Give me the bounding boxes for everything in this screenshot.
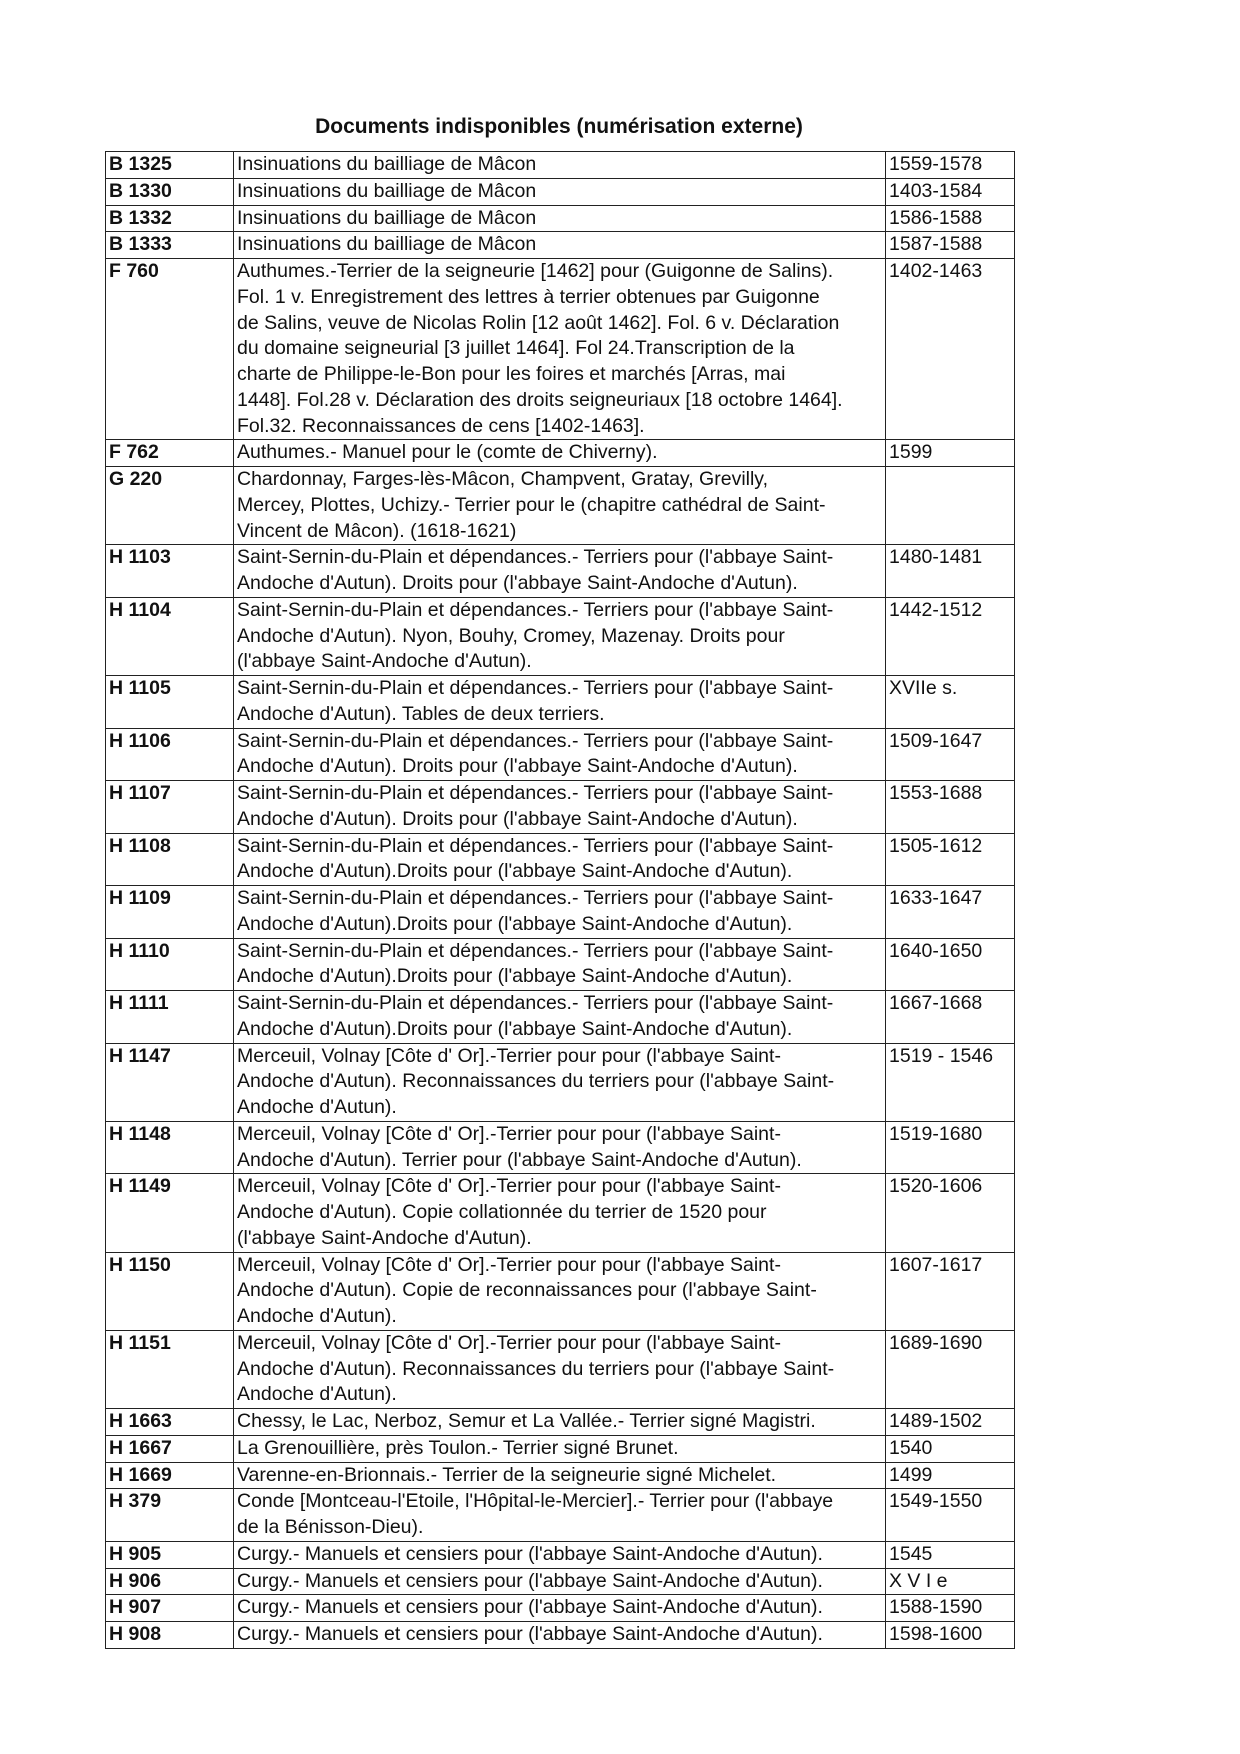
dates-cell: 1667-1668	[886, 991, 1015, 1044]
description-line: Andoche d'Autun). Droits pour (l'abbaye Saint-Andoche d'Autun).	[237, 807, 798, 830]
dates-cell: 1640-1650	[886, 938, 1015, 991]
description-cell	[234, 1541, 886, 1568]
cote-cell: H 1663	[106, 1409, 234, 1436]
cote-cell: F 760	[106, 259, 234, 440]
cote-cell: F 762	[106, 440, 234, 467]
dates-cell: 1519 - 1546	[886, 1043, 1015, 1121]
description-line: 1448]. Fol.28 v. Déclaration des droits seigneuriaux [18 octobre 1464].	[237, 388, 843, 411]
description-line: Andoche d'Autun). Droits pour (l'abbaye Saint-Andoche d'Autun).	[237, 572, 798, 594]
table-row	[106, 1435, 1015, 1462]
description-line: Authumes.- Manuel pour le (comte de Chiverny).	[237, 441, 658, 464]
cote-cell: B 1333	[106, 232, 234, 259]
description-line: Andoche d'Autun). Droits pour (l'abbaye Saint-Andoche d'Autun).	[237, 755, 798, 778]
dates-cell: 1599	[886, 440, 1015, 467]
cote-cell: H 1109	[106, 886, 234, 939]
table-row	[106, 152, 1015, 179]
cote-cell: H 1108	[106, 833, 234, 886]
description-line: charte de Philippe-le-Bon pour les foires et marchés [Arras, mai	[237, 363, 786, 385]
description-line: Saint-Sernin-du-Plain et dépendances.- Terriers pour (l'abbaye Saint-	[237, 598, 834, 621]
description-cell	[234, 1595, 886, 1622]
dates-cell: 1588-1590	[886, 1595, 1015, 1622]
description-line: Saint-Sernin-du-Plain et dépendances.- Terriers pour (l'abbaye Saint-	[237, 729, 834, 752]
description-cell	[234, 676, 886, 729]
description-line: Saint-Sernin-du-Plain et dépendances.- Terriers pour (l'abbaye Saint-	[237, 887, 834, 909]
description-line: du domaine seigneurial [3 juillet 1464]. Fol 24.Transcription de la	[237, 337, 795, 360]
description-line: Saint-Sernin-du-Plain et dépendances.- Terriers pour (l'abbaye Saint-	[237, 992, 834, 1014]
description-cell	[234, 259, 886, 440]
description-line: Andoche d'Autun).Droits pour (l'abbaye Saint-Andoche d'Autun).	[237, 912, 793, 935]
table-row	[106, 467, 1015, 545]
description-line: (l'abbaye Saint-Andoche d'Autun).	[237, 1226, 532, 1249]
table-row	[106, 205, 1015, 232]
cote-cell: H 1110	[106, 938, 234, 991]
description-line: Saint-Sernin-du-Plain et dépendances.- Terriers pour (l'abbaye Saint-	[237, 782, 834, 804]
cote-cell: H 1147	[106, 1043, 234, 1121]
description-line: Authumes.-Terrier de la seigneurie [1462] pour (Guigonne de Salins).	[237, 260, 834, 282]
table-row	[106, 1462, 1015, 1489]
description-line: Insinuations du bailliage de Mâcon	[237, 179, 537, 202]
document-title: Documents indisponibles (numérisation externe)	[315, 115, 803, 138]
description-cell	[234, 1409, 886, 1436]
description-cell	[234, 991, 886, 1044]
description-line: Saint-Sernin-du-Plain et dépendances.- Terriers pour (l'abbaye Saint-	[237, 939, 834, 962]
cote-cell: H 907	[106, 1595, 234, 1622]
cote-cell: H 905	[106, 1541, 234, 1568]
description-line: Saint-Sernin-du-Plain et dépendances.- Terriers pour (l'abbaye Saint-	[237, 834, 834, 857]
dates-cell: 1442-1512	[886, 597, 1015, 675]
description-line: Merceuil, Volnay [Côte d' Or].-Terrier pour pour (l'abbaye Saint-	[237, 1122, 781, 1145]
dates-cell: XVIIe s.	[886, 676, 1015, 729]
dates-cell: 1559-1578	[886, 152, 1015, 179]
description-line: Insinuations du bailliage de Mâcon	[237, 206, 537, 229]
description-cell	[234, 178, 886, 205]
description-line: Chessy, le Lac, Nerboz, Semur et La Vallée.- Terrier signé Magistri.	[237, 1410, 816, 1432]
description-line: Andoche d'Autun).	[237, 1096, 397, 1118]
description-line: Merceuil, Volnay [Côte d' Or].-Terrier pour pour (l'abbaye Saint-	[237, 1253, 781, 1276]
description-line: Andoche d'Autun). Copie collationnée du terrier de 1520 pour	[237, 1201, 767, 1223]
dates-cell: 1520-1606	[886, 1174, 1015, 1252]
description-line: Curgy.- Manuels et censiers pour (l'abbaye Saint-Andoche d'Autun).	[237, 1596, 823, 1619]
description-line: Andoche d'Autun).Droits pour (l'abbaye Saint-Andoche d'Autun).	[237, 860, 793, 883]
cote-cell: B 1325	[106, 152, 234, 179]
description-cell	[234, 1489, 886, 1542]
dates-cell: 1480-1481	[886, 545, 1015, 598]
description-cell	[234, 440, 886, 467]
dates-cell: 1519-1680	[886, 1121, 1015, 1174]
table-row	[106, 1595, 1015, 1622]
description-line: Merceuil, Volnay [Côte d' Or].-Terrier pour pour (l'abbaye Saint-	[237, 1044, 781, 1067]
table-row	[106, 1409, 1015, 1436]
table-row	[106, 597, 1015, 675]
table-row	[106, 781, 1015, 834]
dates-cell: 1545	[886, 1541, 1015, 1568]
table-row	[106, 1174, 1015, 1252]
description-line: La Grenouillière, près Toulon.- Terrier signé Brunet.	[237, 1436, 679, 1459]
description-line: de la Bénisson-Dieu).	[237, 1516, 424, 1538]
cote-cell: H 1150	[106, 1252, 234, 1330]
cote-cell: H 1103	[106, 545, 234, 598]
dates-cell: 1402-1463	[886, 259, 1015, 440]
description-line: Curgy.- Manuels et censiers pour (l'abbaye Saint-Andoche d'Autun).	[237, 1623, 823, 1645]
cote-cell: H 1106	[106, 728, 234, 781]
dates-cell: X V I e	[886, 1568, 1015, 1595]
documents-table-body	[106, 152, 1015, 1649]
description-line: Merceuil, Volnay [Côte d' Or].-Terrier pour pour (l'abbaye Saint-	[237, 1331, 781, 1354]
description-line: Conde [Montceau-l'Etoile, l'Hôpital-le-Mercier].- Terrier pour (l'abbaye	[237, 1490, 834, 1513]
description-cell	[234, 781, 886, 834]
description-line: Fol. 1 v. Enregistrement des lettres à terrier obtenues par Guigonne	[237, 285, 820, 308]
table-row	[106, 886, 1015, 939]
table-row	[106, 1330, 1015, 1408]
dates-cell: 1607-1617	[886, 1252, 1015, 1330]
cote-cell: H 1148	[106, 1121, 234, 1174]
cote-cell: H 1667	[106, 1435, 234, 1462]
dates-cell	[886, 467, 1015, 545]
cote-cell: H 1105	[106, 676, 234, 729]
table-row	[106, 259, 1015, 440]
table-row	[106, 440, 1015, 467]
table-row	[106, 1541, 1015, 1568]
description-line: Andoche d'Autun).Droits pour (l'abbaye Saint-Andoche d'Autun).	[237, 1017, 793, 1040]
dates-cell: 1598-1600	[886, 1622, 1015, 1649]
cote-cell: H 1104	[106, 597, 234, 675]
table-row	[106, 232, 1015, 259]
description-line: Andoche d'Autun). Copie de reconnaissances pour (l'abbaye Saint-	[237, 1279, 817, 1302]
dates-cell: 1505-1612	[886, 833, 1015, 886]
description-line: Mercey, Plottes, Uchizy.- Terrier pour le (chapitre cathédral de Saint-	[237, 493, 826, 516]
description-line: Insinuations du bailliage de Mâcon	[237, 233, 537, 256]
cote-cell: H 1669	[106, 1462, 234, 1489]
dates-cell: 1587-1588	[886, 232, 1015, 259]
description-cell	[234, 1174, 886, 1252]
table-row	[106, 1121, 1015, 1174]
description-line: Andoche d'Autun). Tables de deux terriers.	[237, 702, 605, 725]
cote-cell: B 1330	[106, 178, 234, 205]
table-row	[106, 1252, 1015, 1330]
dates-cell: 1489-1502	[886, 1409, 1015, 1436]
description-cell	[234, 1435, 886, 1462]
description-cell	[234, 1121, 886, 1174]
table-row	[106, 545, 1015, 598]
description-line: (l'abbaye Saint-Andoche d'Autun).	[237, 650, 532, 673]
table-row	[106, 1043, 1015, 1121]
description-line: Fol.32. Reconnaissances de cens [1402-1463].	[237, 414, 645, 437]
table-row	[106, 1568, 1015, 1595]
dates-cell: 1586-1588	[886, 205, 1015, 232]
description-cell	[234, 1252, 886, 1330]
cote-cell: H 1151	[106, 1330, 234, 1408]
description-line: Andoche d'Autun).	[237, 1383, 397, 1406]
cote-cell: H 1107	[106, 781, 234, 834]
description-line: Vincent de Mâcon). (1618-1621)	[237, 519, 517, 542]
description-line: Merceuil, Volnay [Côte d' Or].-Terrier pour pour (l'abbaye Saint-	[237, 1175, 781, 1198]
table-row	[106, 833, 1015, 886]
description-cell	[234, 545, 886, 598]
description-cell	[234, 205, 886, 232]
table-row	[106, 676, 1015, 729]
table-row	[106, 178, 1015, 205]
description-line: Saint-Sernin-du-Plain et dépendances.- Terriers pour (l'abbaye Saint-	[237, 677, 834, 699]
description-cell	[234, 938, 886, 991]
description-cell	[234, 152, 886, 179]
table-row	[106, 938, 1015, 991]
description-line: Andoche d'Autun).Droits pour (l'abbaye Saint-Andoche d'Autun).	[237, 965, 793, 988]
dates-cell: 1509-1647	[886, 728, 1015, 781]
description-cell	[234, 232, 886, 259]
cote-cell: H 1149	[106, 1174, 234, 1252]
cote-cell: H 379	[106, 1489, 234, 1542]
table-row	[106, 728, 1015, 781]
dates-cell: 1540	[886, 1435, 1015, 1462]
table-row	[106, 991, 1015, 1044]
description-line: Curgy.- Manuels et censiers pour (l'abbaye Saint-Andoche d'Autun).	[237, 1569, 823, 1592]
dates-cell: 1403-1584	[886, 178, 1015, 205]
cote-cell: H 1111	[106, 991, 234, 1044]
description-line: Varenne-en-Brionnais.- Terrier de la seigneurie signé Michelet.	[237, 1463, 777, 1486]
description-line: Insinuations du bailliage de Mâcon	[237, 153, 537, 175]
documents-table	[105, 151, 1015, 1649]
dates-cell: 1553-1688	[886, 781, 1015, 834]
description-cell	[234, 1330, 886, 1408]
cote-cell: H 908	[106, 1622, 234, 1649]
description-cell	[234, 597, 886, 675]
description-line: Andoche d'Autun). Reconnaissances du terriers pour (l'abbaye Saint-	[237, 1070, 835, 1093]
description-cell	[234, 886, 886, 939]
description-line: Curgy.- Manuels et censiers pour (l'abbaye Saint-Andoche d'Autun).	[237, 1542, 823, 1565]
table-row	[106, 1489, 1015, 1542]
cote-cell: B 1332	[106, 205, 234, 232]
dates-cell: 1549-1550	[886, 1489, 1015, 1542]
description-cell	[234, 467, 886, 545]
cote-cell: H 906	[106, 1568, 234, 1595]
description-cell	[234, 1622, 886, 1649]
dates-cell: 1689-1690	[886, 1330, 1015, 1408]
description-cell	[234, 1043, 886, 1121]
description-line: Andoche d'Autun). Reconnaissances du terriers pour (l'abbaye Saint-	[237, 1357, 835, 1380]
description-line: Andoche d'Autun). Nyon, Bouhy, Cromey, Mazenay. Droits pour	[237, 624, 785, 647]
dates-cell: 1633-1647	[886, 886, 1015, 939]
description-cell	[234, 728, 886, 781]
description-line: Andoche d'Autun). Terrier pour (l'abbaye Saint-Andoche d'Autun).	[237, 1148, 802, 1171]
description-line: Andoche d'Autun).	[237, 1305, 397, 1327]
description-cell	[234, 833, 886, 886]
table-row	[106, 1622, 1015, 1649]
cote-cell: G 220	[106, 467, 234, 545]
description-line: de Salins, veuve de Nicolas Rolin [12 août 1462]. Fol. 6 v. Déclaration	[237, 311, 840, 334]
description-line: Chardonnay, Farges-lès-Mâcon, Champvent, Gratay, Grevilly,	[237, 468, 769, 490]
description-cell	[234, 1568, 886, 1595]
dates-cell: 1499	[886, 1462, 1015, 1489]
description-cell	[234, 1462, 886, 1489]
description-line: Saint-Sernin-du-Plain et dépendances.- Terriers pour (l'abbaye Saint-	[237, 546, 834, 569]
